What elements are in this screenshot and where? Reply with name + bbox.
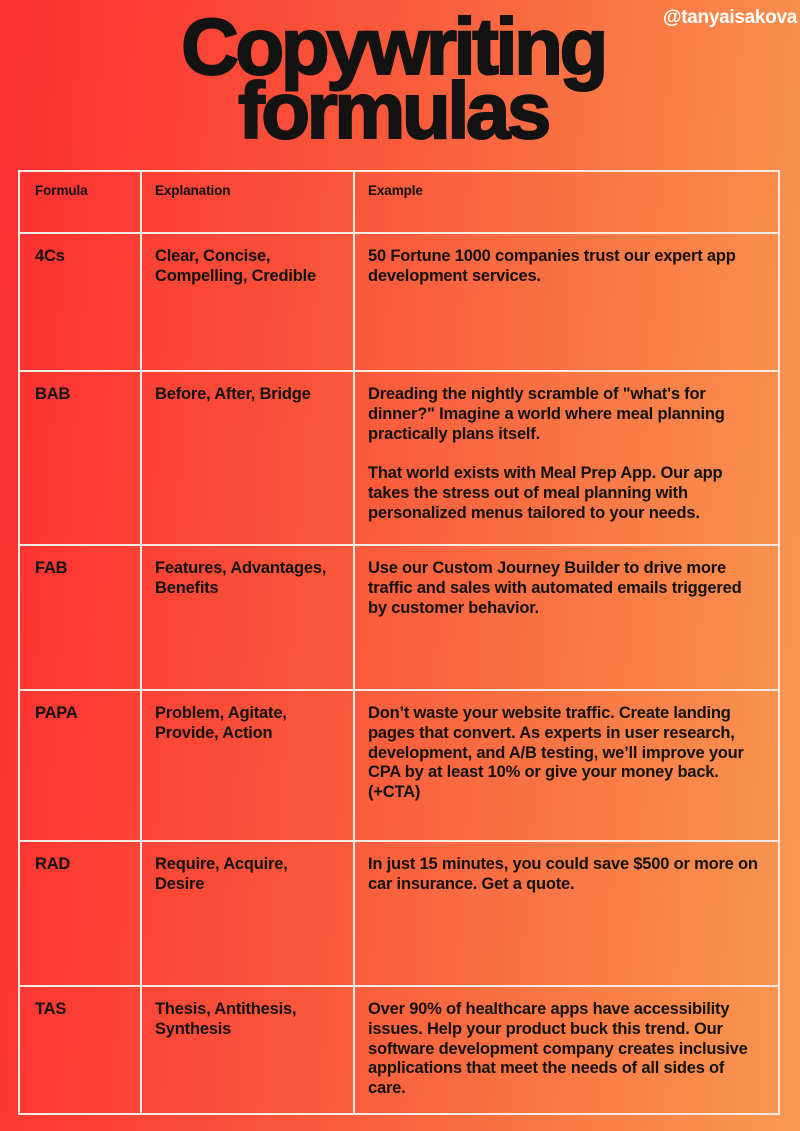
title-line-1: Copywriting bbox=[181, 2, 605, 91]
author-handle: @tanyaisakova bbox=[663, 7, 797, 28]
explanation-cell: Features, Advantages, Benefits bbox=[140, 546, 353, 689]
example-paragraph: Over 90% of healthcare apps have accessibility issues. Help your product buck this trend. Our software development company creates inclusive applications that meet the needs of all sides of care. bbox=[368, 1000, 748, 1098]
table-row bbox=[20, 689, 778, 840]
header-example: Example bbox=[353, 172, 778, 232]
title-line-2: formulas bbox=[238, 66, 548, 155]
example-paragraph: Don’t waste your website traffic. Create landing pages that convert. As experts in user research, development, and A/B testing, we’ll improve your CPA by at least 10% or give your money back. (+CTA) bbox=[368, 704, 744, 802]
explanation-cell: Clear, Concise, Compelling, Credible bbox=[140, 234, 353, 370]
example-paragraph: 50 Fortune 1000 companies trust our expert app development services. bbox=[368, 247, 736, 285]
example-cell bbox=[353, 842, 778, 985]
explanation-cell: Problem, Agitate, Provide, Action bbox=[140, 691, 353, 840]
table-row bbox=[20, 544, 778, 689]
example-paragraph: In just 15 minutes, you could save $500 or more on car insurance. Get a quote. bbox=[368, 855, 758, 893]
formula-cell: BAB bbox=[35, 385, 71, 403]
explanation-cell: Thesis, Antithesis, Synthesis bbox=[140, 987, 353, 1113]
formula-cell: 4Cs bbox=[35, 247, 65, 265]
example-paragraph: Use our Custom Journey Builder to drive more traffic and sales with automated emails triggered by customer behavior. bbox=[368, 559, 742, 617]
example-cell bbox=[353, 987, 778, 1113]
example-paragraph: Dreading the nightly scramble of "what's for dinner?" Imagine a world where meal planning practically plans itself. bbox=[368, 385, 725, 443]
example-cell bbox=[353, 234, 778, 370]
example-cell bbox=[353, 691, 778, 840]
example-paragraph: That world exists with Meal Prep App. Our app takes the stress out of meal planning with personalized menus tailored to your needs. bbox=[368, 464, 723, 522]
formula-cell: FAB bbox=[35, 559, 68, 577]
header-formula: Formula bbox=[35, 183, 88, 198]
table-row bbox=[20, 840, 778, 985]
formulas-table bbox=[18, 170, 780, 1115]
table-row bbox=[20, 370, 778, 544]
example-cell bbox=[353, 546, 778, 689]
formula-cell: TAS bbox=[35, 1000, 67, 1018]
example-cell bbox=[353, 372, 778, 544]
header-explanation: Explanation bbox=[140, 172, 353, 232]
table-row bbox=[20, 232, 778, 370]
explanation-cell: Before, After, Bridge bbox=[140, 372, 353, 544]
page-title bbox=[0, 0, 786, 155]
explanation-cell: Require, Acquire, Desire bbox=[140, 842, 353, 985]
table-row bbox=[20, 985, 778, 1113]
table-header-row bbox=[20, 172, 778, 232]
formula-cell: PAPA bbox=[35, 704, 78, 722]
formula-cell: RAD bbox=[35, 855, 71, 873]
